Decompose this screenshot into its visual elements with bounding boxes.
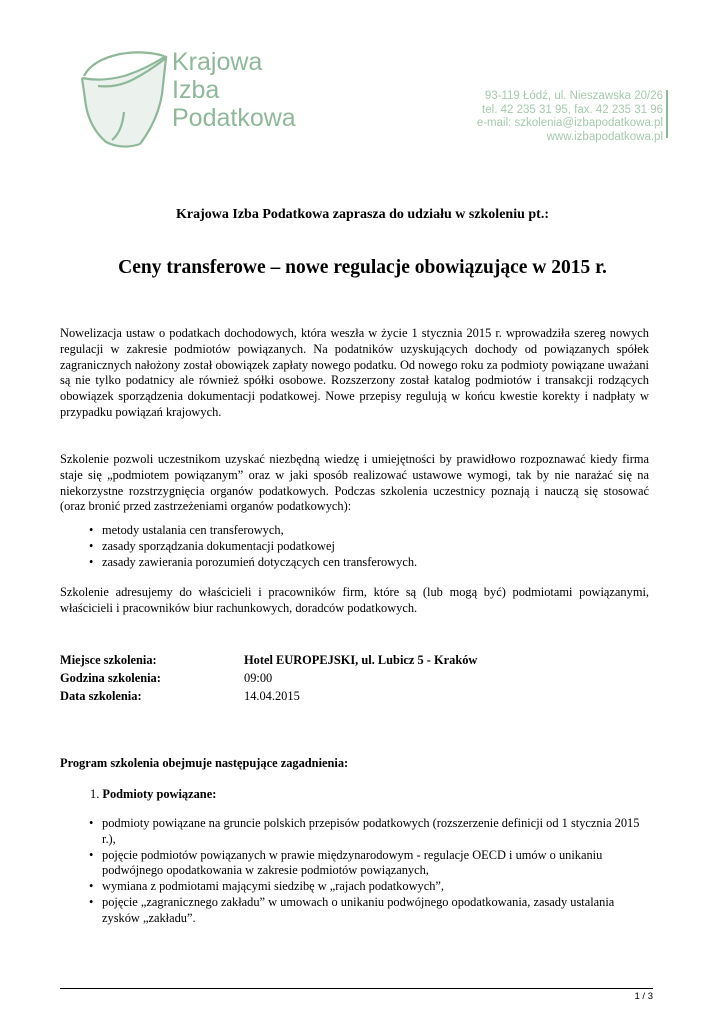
- logo-line-1: Krajowa: [172, 48, 263, 76]
- invite-heading: Krajowa Izba Podatkowa zaprasza do udziału w szkoleniu pt.:: [176, 207, 549, 222]
- page-number: 1 / 3: [634, 991, 653, 1002]
- methods-list: [60, 523, 649, 570]
- footer-divider: [60, 988, 653, 989]
- list-item: • zasady sporządzania dokumentacji podatkowej: [60, 539, 649, 555]
- section-1-label: Podmioty powiązane:: [102, 787, 217, 801]
- paragraph-goals: Szkolenie pozwoli uczestnikom uzyskać niezbędną wiedzę i umiejętności by prawidłowo rozpoznawać kiedy firma staje się „podmiotem powiązanym” oraz w jaki sposób realizować ustawowe wymogi, tak by nie narażać się na niekorzystne rozstrzygnięcia organów podatkowych. Podczas szkolenia uczestnicy poznają i nauczą się stosować (oraz bronić przed zastrzeżeniami organów podatkowych):: [60, 452, 649, 514]
- related-entities-list: [60, 816, 649, 927]
- logo-line-2: Izba: [172, 76, 220, 104]
- contact-address: 93-119 Łódź, ul. Nieszawska 20/26: [484, 90, 663, 102]
- place-value: Hotel EUROPEJSKI, ul. Lubicz 5 - Kraków: [244, 653, 478, 667]
- page-title: Ceny transferowe – nowe regulacje obowiązujące w 2015 r.: [118, 257, 607, 278]
- contact-email[interactable]: e-mail: szkolenia@izbapodatkowa.pl: [476, 117, 663, 129]
- paragraph-intro: Nowelizacja ustaw o podatkach dochodowych, która weszła w życie 1 stycznia 2015 r. wprowadziła szereg nowych regulacji w zakresie podmiotów powiązanych. Na podatników uzyskujących dochody od powiązanych spółek zagranicznych nałożony został obowiązek zapłaty nowego podatku. Od nowego roku za podmioty powiązane uważani są nie tylko podatnicy ale również spółki osobowe. Rozszerzony został katalog podmiotów i transakcji rodzących obowiązek sporządzenia dokumentacji podatkowej. Nowe przepisy regulują w końcu kwestie korekty i nadpłaty w przypadku powiązań krajowych.: [60, 326, 649, 419]
- place-label: Miejsce szkolenia:: [60, 653, 157, 667]
- hour-label: Godzina szkolenia:: [60, 671, 161, 685]
- list-item: • podmioty powiązane na gruncie polskich przepisów podatkowych (rozszerzenie definicji od 1 stycznia 2015 r.),: [60, 816, 649, 848]
- list-item: • pojęcie „zagranicznego zakładu” w umowach o unikaniu podwójnego opodatkowania, zasady ustalania zysków „zakładu”.: [60, 895, 649, 927]
- contact-divider: [666, 90, 668, 138]
- date-label: Data szkolenia:: [60, 689, 142, 703]
- list-item: • wymiana z podmiotami mającymi siedzibę w „rajach podatkowych”,: [60, 879, 649, 895]
- section-1-number: 1.: [90, 787, 100, 801]
- contact-phone: tel. 42 235 31 95, fax. 42 235 31 96: [482, 103, 663, 116]
- contact-website[interactable]: www.izbapodatkowa.pl: [546, 130, 663, 143]
- program-heading: Program szkolenia obejmuje następujące zagadnienia:: [60, 756, 349, 770]
- paragraph-audience: Szkolenie adresujemy do właścicieli i pracowników firm, które są (lub mogą być) podmiotami powiązanymi, właścicieli i pracowników biur rachunkowych, doradców podatkowych.: [60, 585, 649, 615]
- date-value: 14.04.2015: [244, 689, 300, 703]
- logo-text: [172, 48, 296, 132]
- list-item: • metody ustalania cen transferowych,: [60, 523, 649, 539]
- training-info: [60, 651, 477, 705]
- list-item: • pojęcie podmiotów powiązanych w prawie międzynarodowym - regulacje OECD i umów o unikaniu podwójnego opodatkowania w zakresie podmiotów powiązanych,: [60, 848, 649, 880]
- hour-value: 09:00: [244, 671, 273, 685]
- section-1-heading: [90, 787, 216, 802]
- contact-block: [477, 90, 663, 144]
- logo-line-3: Podatkowa: [172, 104, 296, 132]
- list-item: • zasady zawierania porozumień dotyczących cen transferowych.: [60, 555, 649, 571]
